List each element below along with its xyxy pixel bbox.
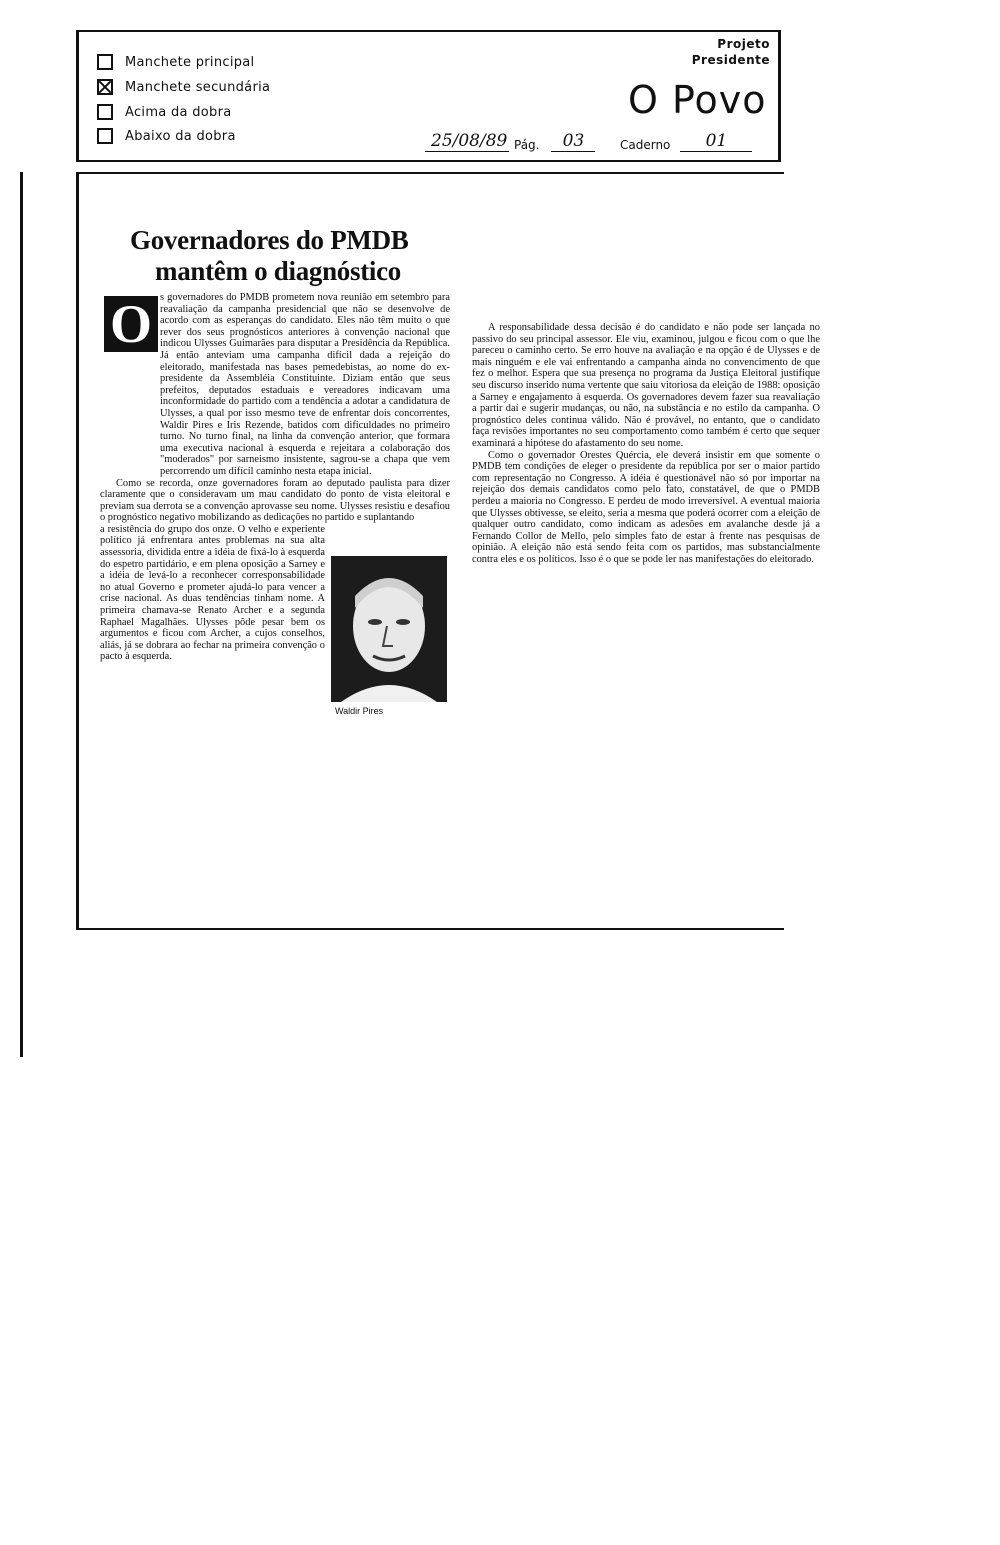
form-border-top (76, 30, 780, 32)
checkbox-icon[interactable] (97, 54, 113, 70)
section-field (620, 128, 752, 152)
checkbox-icon[interactable] (97, 128, 113, 144)
project-label (692, 36, 770, 68)
article-column-right (472, 322, 820, 565)
margin-rule (20, 172, 23, 1057)
headline-line1: Governadores do PMDB (130, 225, 409, 255)
form-border-right (778, 30, 781, 162)
photo-caption: Waldir Pires (335, 706, 384, 716)
paragraph-4: Como o governador Orestes Quércia, ele deverá insistir em que somente o PMDB tem condições de eleger o presidente da república por ser o maior partido com representação no Congresso. A idéia é questionável não só por importar na rejeição dos demais candidatos como pelo fato, constatável, de que o PMDB perdeu a maioria no Congresso. E perdeu de modo irreversível. A eventual maioria que Ulysses obtivesse, se eleito, seria a mesma que poderá ocorrer com a eleição de qualquer outro candidato, como indicam as adesões em avalanche desde já a Fernando Collor de Mello, pelo simples fato de estar à frente nas pesquisas de opinião. A eleição não está sendo feita com os partidos, mas substancialmente contra eles e os políticos. Isso é o que se pode ler nas manifestações do eleitorado. (472, 449, 820, 565)
checkbox-row-manchete-secundaria[interactable] (97, 76, 270, 98)
headline-line2: mantêm o diagnóstico (155, 256, 401, 286)
date-value: 25/08/89 (425, 131, 509, 152)
checkbox-label: Manchete principal (125, 54, 255, 70)
drop-cap: O (104, 296, 158, 352)
newspaper-name: O Povo (628, 78, 767, 122)
headline (130, 225, 460, 287)
project-line1: Projeto (717, 37, 770, 51)
checkbox-row-manchete-principal[interactable] (97, 51, 254, 73)
clipping-border-top (76, 172, 784, 174)
paragraph-1: s governadores do PMDB prometem nova reunião em setembro para reavaliação da campanha presidencial que não se desenvolve de acordo com as esperanças do candidato. Eles não têm muito o que rever dos seus prognósticos anteriores à convenção nacional que indicou Ulysses Guimarães para disputar a Presidência da República. Já então anteviam uma campanha difícil dada a rejeição do eleitorado, manifestada nas bases pemedebistas, ao nome do ex-presidente da Assembléia Constituinte. Diziam então que seus prefeitos, deputados estaduais e vereadores indicavam uma inconformidade do partido com a tendência a adotar a candidatura de Ulysses, a qual por isso mesmo teve de enfrentar dois concorrentes, Waldir Pires e Iris Rezende, batidos com dificuldades no primeiro turno. No turno final, na linha da convenção anterior, que formara uma executiva nacional à esquerda e rejeitara a colaboração dos "moderados" por sarneismo insistente, sagrou-se a chapa que vem percorrendo um difícil caminho nesta etapa inicial. (160, 292, 450, 477)
checkbox-row-acima-da-dobra[interactable] (97, 101, 232, 123)
paragraph-2: Como se recorda, onze governadores foram ao deputado paulista para dizer claramente que o consideravam um mau candidato do ponto de vista eleitoral e previam sua derrota se a convenção aprovasse seu nome. Ulysses resistiu e desafiou o prognóstico negativo mobilizando as dedicações no partido e suplantando (100, 477, 450, 524)
clipping-border-left (76, 172, 79, 930)
page-field (514, 128, 595, 152)
checkbox-label: Manchete secundária (125, 79, 271, 95)
paragraph-3: A responsabilidade dessa decisão é do candidato e não pode ser lançada no passivo do seu principal assessor. Ele viu, examinou, julgou e ficou com o que lhe pareceu o caminho certo. Se erro houve na avaliação e na opção é de Ulysses e de mais ninguém e ele vai enfrentando a campanha ainda no convencimento de que fez o melhor. Espera que sua presença no programa da Justiça Eleitoral justifique seu discurso inserido numa vertente que saiu vitoriosa da eleição de 1988: oposição a Sarney e engajamento à esquerda. Os governadores devem fazer sua reavaliação a partir daí e sugerir mudanças, ou não, na substância e no estilo da campanha. O prognóstico deles continua válido. Não é provável, no entanto, que o candidato faça revisões importantes no seu comportamento como também é certo que sequer examinará a hipótese do afastamento do seu nome. (472, 322, 820, 449)
page-value: 03 (551, 131, 595, 152)
clipping-border-bottom (76, 928, 784, 930)
form-border-left (76, 30, 79, 162)
date-field (425, 128, 509, 152)
checkbox-label: Acima da dobra (125, 104, 232, 120)
checkbox-label: Abaixo da dobra (125, 128, 236, 144)
checkbox-row-abaixo-da-dobra[interactable] (97, 125, 236, 147)
page-label: Pág. (514, 138, 540, 152)
portrait-photo (331, 556, 447, 702)
checkbox-icon[interactable] (97, 104, 113, 120)
paragraph-2-continued: a resistência do grupo dos onze. O velho e experiente político já enfrentara antes problemas na sua alta assessoria, dividida entre a idéia de fixá-lo à esquerda do espetro partidário, e em plena oposição a Sarney e a idéia de levá-lo a reconhecer corresponsabilidade no atual Governo e prometer ajudá-lo para vencer a crise nacional. As duas tendências tinham nome. A primeira chamava-se Renato Archer e a segunda Raphael Magalhães. Ulysses pôde pesar bem os argumentos e ficou com Archer, a cujos conselhos, aliás, já se dobrara ao fechar na primeira convenção o pacto à esquerda. (100, 523, 325, 663)
project-line2: Presidente (691, 53, 770, 67)
form-border-bottom (76, 160, 780, 162)
section-value: 01 (680, 131, 752, 152)
checked-checkbox-icon[interactable] (97, 79, 113, 95)
section-label: Caderno (620, 138, 671, 152)
